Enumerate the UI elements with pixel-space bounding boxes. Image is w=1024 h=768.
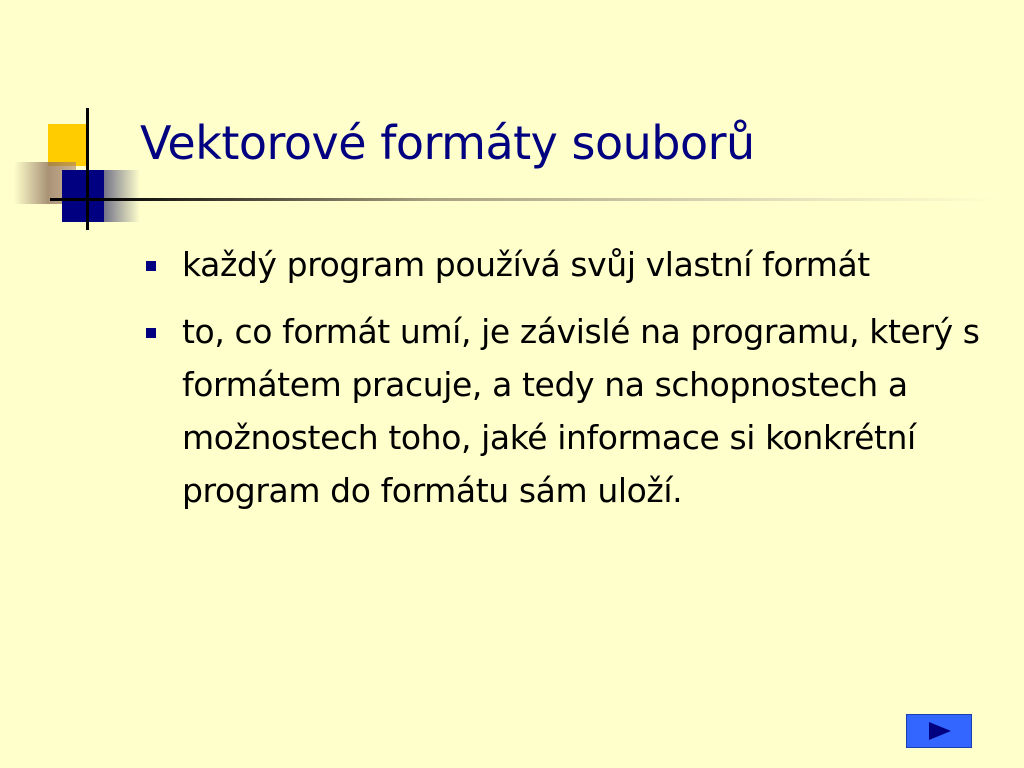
- bullet-text: to, co formát umí, je závislé na programu, který s formátem pracuje, a tedy na schopnostech a možnostech toho, jaké informace si konkrétní program do formátu sám uloží.: [182, 312, 980, 510]
- play-right-icon: [927, 721, 953, 741]
- bullet-item: [140, 238, 980, 291]
- yellow-square: [48, 124, 86, 166]
- next-slide-button[interactable]: [906, 714, 972, 748]
- bullet-item: [140, 305, 980, 517]
- navy-square: [62, 170, 104, 222]
- navy-shadow: [104, 170, 140, 222]
- corner-logo-decoration: [0, 100, 150, 240]
- vertical-rule: [86, 108, 89, 230]
- bullet-text: každý program používá svůj vlastní formát: [182, 245, 870, 284]
- square-bullet-icon: [146, 328, 156, 338]
- bullet-list: [140, 238, 980, 531]
- title-underline: [50, 198, 1000, 201]
- slide-title: Vektorové formáty souborů: [140, 116, 755, 170]
- square-bullet-icon: [146, 261, 156, 271]
